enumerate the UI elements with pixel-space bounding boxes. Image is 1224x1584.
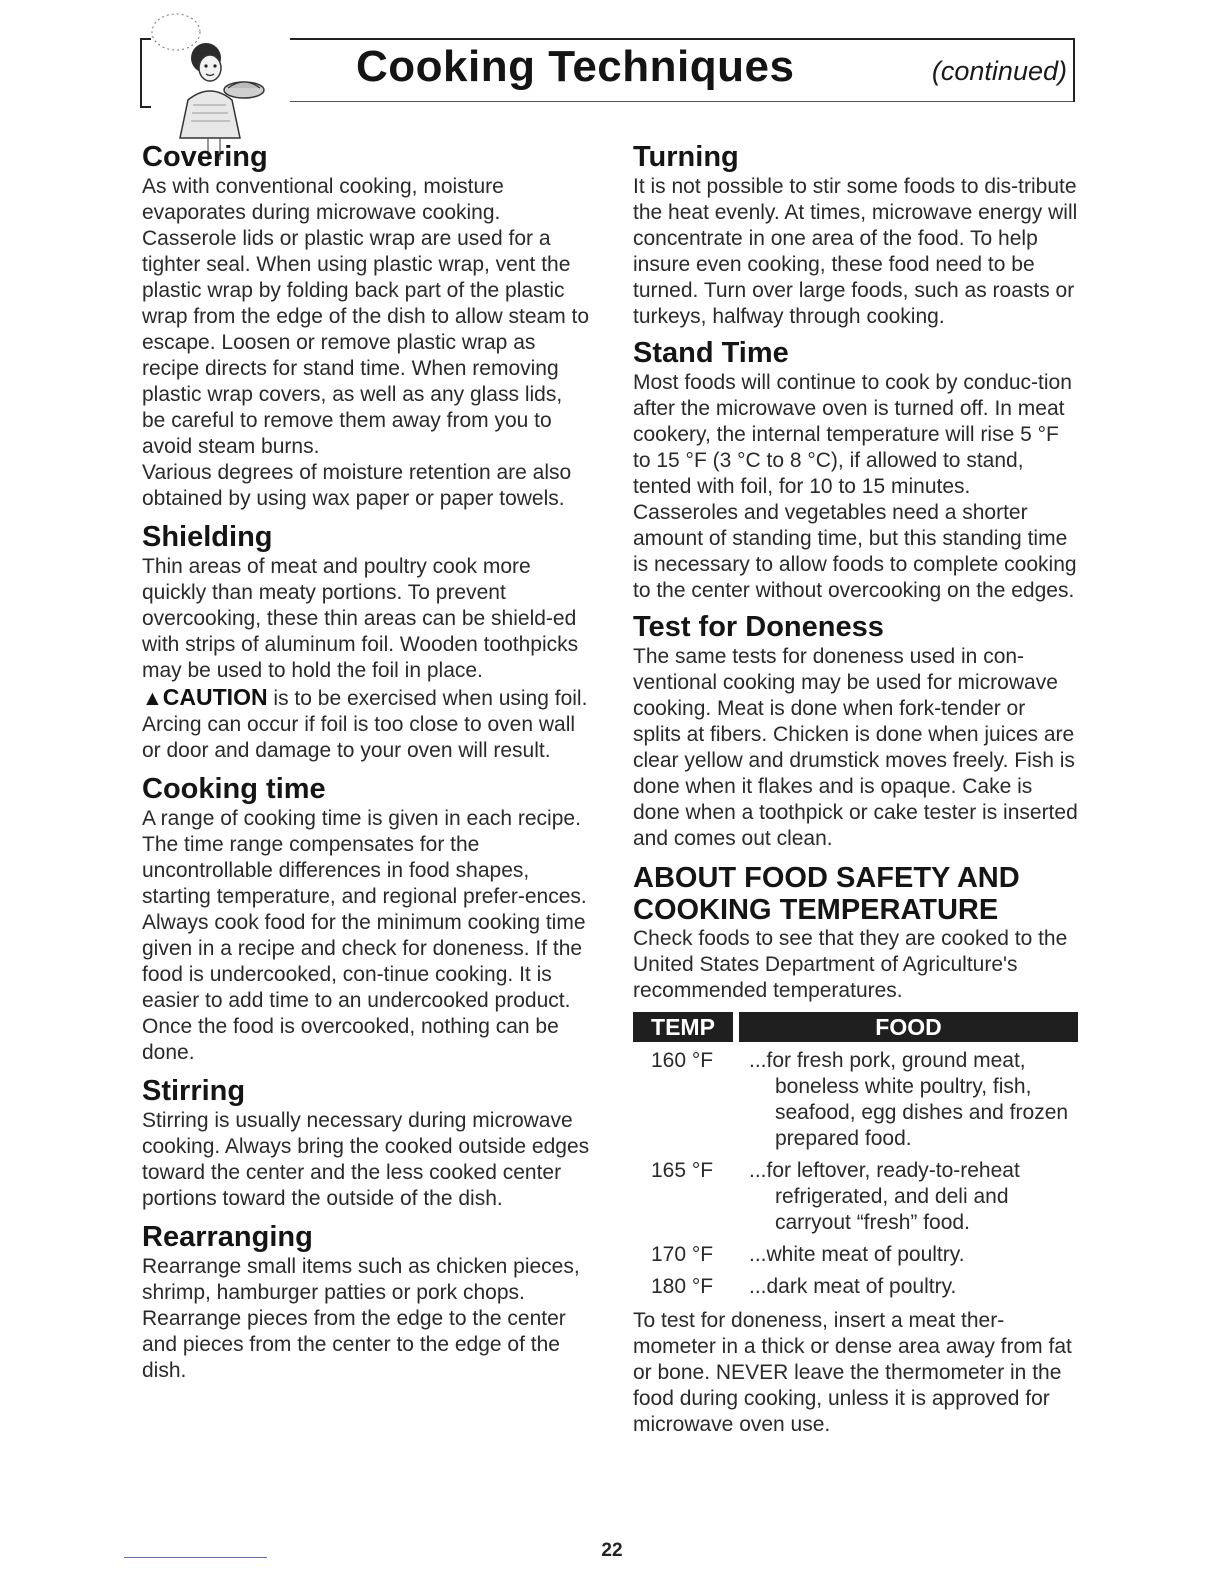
temp-value: 180 °F bbox=[651, 1275, 714, 1298]
page-subtitle: (continued) bbox=[931, 56, 1067, 86]
stand-time-paragraph: Most foods will continue to cook by conduc-tion after the microwave oven is turned off. In meat cookery, the internal temperature will rise 5 °F to 15 °F (3 °C to 8 °C), if allowed to stand, tented with foil, for 10 to 15 minutes. Casseroles and vegetables need a shorter amount of standing time, but this standing time is necessary to allow foods to complete cooking to the center without overcooking on the edges. bbox=[633, 371, 1077, 602]
temp-value: 165 °F bbox=[651, 1159, 714, 1182]
left-column bbox=[142, 140, 590, 1388]
heading-stirring: Stirring bbox=[142, 1075, 246, 1107]
header-bracket-right bbox=[1073, 38, 1075, 102]
table-row bbox=[633, 1048, 1078, 1152]
right-column bbox=[633, 140, 1078, 1442]
heading-stand-time: Stand Time bbox=[633, 337, 789, 369]
cooking-time-paragraph: A range of cooking time is given in each recipe. The time range compensates for the uncontrollable differences in food shapes, starting temperature, and regional prefer-ences. Always cook food for the minimum cooking time given in a recipe and check for doneness. If the food is undercooked, con-tinue cooking. It is easier to add time to an undercooked product. Once the food is overcooked, nothing can be done. bbox=[142, 807, 587, 1064]
section-turning bbox=[633, 140, 1078, 330]
section-stirring bbox=[142, 1074, 590, 1212]
food-description bbox=[743, 1158, 1078, 1236]
shielding-caution bbox=[142, 684, 590, 764]
page-title: Cooking Techniques bbox=[356, 42, 795, 91]
shielding-paragraph-1: Thin areas of meat and poultry cook more quickly than meaty portions. To prevent overcooking, these thin areas can be shield-ed with strips of aluminum foil. Wooden toothpicks may be used to hold the foil in place. bbox=[142, 555, 579, 682]
table-row bbox=[633, 1158, 1078, 1236]
heading-test-for-doneness: Test for Doneness bbox=[633, 611, 884, 643]
heading-covering: Covering bbox=[142, 141, 268, 173]
food-description bbox=[743, 1048, 1078, 1152]
food-description-rest: refrigerated, and deli and carryout “fresh” food. bbox=[775, 1185, 1009, 1234]
page-header bbox=[140, 34, 1075, 104]
doneness-paragraph: The same tests for doneness used in con-ventional cooking may be used for microwave cooking. Meat is done when fork-tender or splits at fibers. Chicken is done when juices are clear yellow and drumstick moves freely. Fish is done when it flakes and is opaque. Cake is done when a toothpick or cake tester is inserted and comes out clean. bbox=[633, 645, 1078, 850]
section-shielding bbox=[142, 520, 590, 764]
column-header-temp: TEMP bbox=[651, 1014, 715, 1040]
section-stand-time bbox=[633, 336, 1078, 604]
food-description-first: ...for leftover, ready-to-reheat bbox=[749, 1159, 1020, 1182]
covering-paragraph-2: Various degrees of moisture retention are also obtained by using wax paper or paper towels. bbox=[142, 461, 572, 510]
section-rearranging bbox=[142, 1220, 590, 1384]
section-covering bbox=[142, 140, 590, 512]
warning-triangle-icon: ▲ bbox=[142, 687, 163, 710]
heading-rearranging: Rearranging bbox=[142, 1221, 313, 1253]
section-cooking-time bbox=[142, 772, 590, 1066]
section-food-safety bbox=[633, 862, 1078, 1438]
temp-value: 160 °F bbox=[651, 1049, 714, 1072]
food-description-rest: boneless white poultry, fish, seafood, egg dishes and frozen prepared food. bbox=[775, 1075, 1069, 1150]
rearranging-paragraph: Rearrange small items such as chicken pieces, shrimp, hamburger patties or pork chops. Rearrange pieces from the edge to the center and pieces from the center to the edge of the dish. bbox=[142, 1255, 580, 1382]
header-rule-top bbox=[290, 38, 1075, 40]
temperature-table-header bbox=[633, 1012, 1078, 1042]
temp-value: 170 °F bbox=[651, 1243, 714, 1266]
caution-label: CAUTION bbox=[162, 684, 268, 710]
food-description bbox=[743, 1242, 1078, 1268]
table-row bbox=[633, 1274, 1078, 1300]
food-description-first: ...for fresh pork, ground meat, bbox=[749, 1049, 1026, 1072]
column-header-food: FOOD bbox=[875, 1014, 942, 1040]
food-description-first: ...dark meat of poultry. bbox=[749, 1275, 957, 1298]
food-description-first: ...white meat of poultry. bbox=[749, 1243, 965, 1266]
header-rule-bottom bbox=[290, 101, 1075, 102]
heading-turning: Turning bbox=[633, 141, 739, 173]
food-safety-intro: Check foods to see that they are cooked to the United States Department of Agriculture's recommended temperatures. bbox=[633, 927, 1068, 1002]
covering-paragraph-1: As with conventional cooking, moisture evaporates during microwave cooking. Casserole lids or plastic wrap are used for a tighter seal. When using plastic wrap, vent the plastic wrap by folding back part of the plastic wrap from the edge of the dish to allow steam to escape. Loosen or remove plastic wrap as recipe directs for stand time. When removing plastic wrap covers, as well as any glass lids, be careful to remove them away from you to avoid steam burns. bbox=[142, 175, 590, 458]
food-safety-outro: To test for doneness, insert a meat ther-mometer in a thick or dense area away from fat or bone. NEVER leave the thermometer in the food during cooking, unless it is approved for microwave oven use. bbox=[633, 1309, 1072, 1436]
turning-paragraph: It is not possible to stir some foods to dis-tribute the heat evenly. At times, microwave energy will concentrate in one area of the food. To help insure even cooking, these food need to be turned. Turn over large foods, such as roasts or turkeys, halfway through cooking. bbox=[633, 175, 1078, 328]
page-number: 22 bbox=[601, 1540, 623, 1561]
heading-cooking-time: Cooking time bbox=[142, 773, 326, 805]
stirring-paragraph: Stirring is usually necessary during microwave cooking. Always bring the cooked outside edges toward the center and the less cooked center portions toward the outside of the dish. bbox=[142, 1109, 590, 1210]
section-test-for-doneness bbox=[633, 610, 1078, 852]
caution-text: is to be exercised when using foil. Arcing can occur if foil is too close to oven wall or door and damage to your oven will result. bbox=[142, 687, 588, 762]
heading-food-safety: ABOUT FOOD SAFETY AND COOKING TEMPERATURE bbox=[633, 862, 1020, 926]
food-description bbox=[743, 1274, 1078, 1300]
table-row bbox=[633, 1242, 1078, 1268]
heading-shielding: Shielding bbox=[142, 521, 273, 553]
